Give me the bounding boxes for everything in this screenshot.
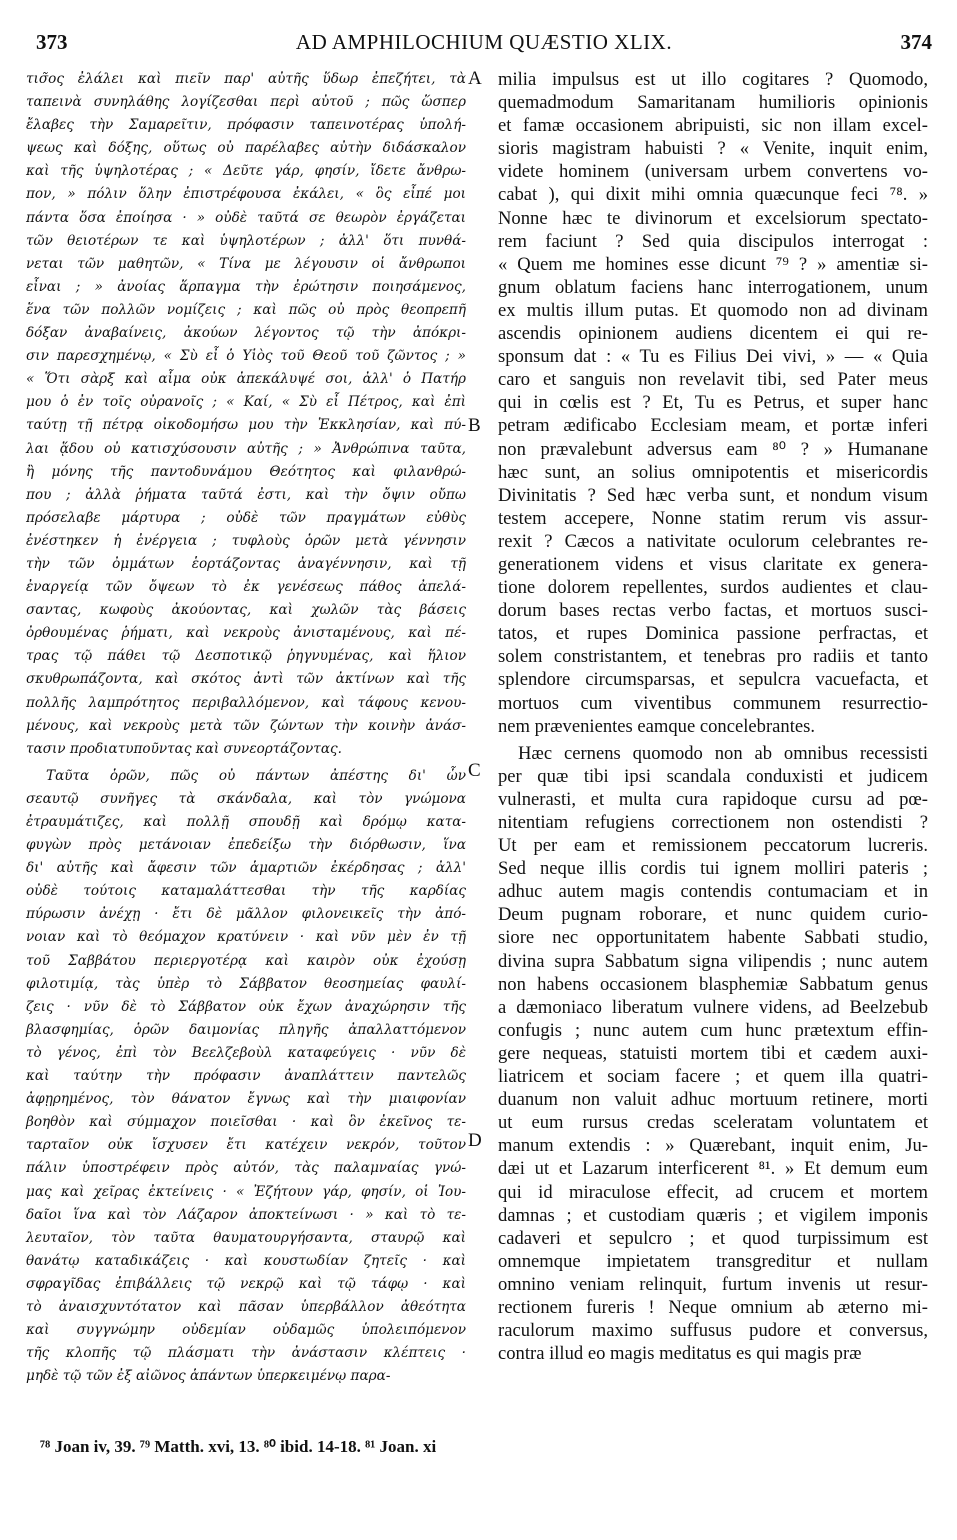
text-line: ex multis illum putas. Et quomodo non ad divinam bbox=[498, 299, 928, 321]
text-line: adhuc autem magis contendis contumaciam et in bbox=[498, 881, 928, 903]
text-line: σφραγῖδας ἐπιβάλλεις τῷ νεκρῷ καὶ τῷ τάφῳ · καὶ bbox=[26, 1275, 466, 1292]
text-line: tione dolorem repellentes, surdos audientes et clau- bbox=[498, 577, 928, 599]
text-line: cadaveri et sepulcro ; et quod turpissimum est bbox=[498, 1227, 928, 1249]
text-line: hæc sunt, an solius omnipotentis et misericordis bbox=[498, 461, 928, 483]
text-line: raculorum maximo suffusus pudore et conversus, bbox=[498, 1320, 928, 1342]
text-line: εἶναι ; » ἀνοίας ἅρπαγμα τὴν ἐρώτησιν ποιησάμενος, bbox=[26, 278, 466, 295]
text-line: gnum oblatum faciens hanc interrogationem, unum bbox=[498, 276, 928, 298]
text-line: videte hominem (universam urbem convertens vo- bbox=[498, 161, 928, 183]
text-line: nitentiam refugiens correctionem non ostendisti ? bbox=[498, 812, 928, 833]
text-line: duanum non valuit adhuc mortuum retinere, morti bbox=[498, 1089, 928, 1111]
text-line: ἔλαβες τὴν Σαμαρεῖτιν, πρόφασιν ταπεινοτέρας ὑπολή- bbox=[26, 117, 466, 134]
text-line: solem constristantem, et tenebras pro radiis et tanto bbox=[498, 646, 928, 668]
text-line: ταρταῖον οὐκ ἴσχυσεν ἔτι κατέχειν νεκρόν, τοῦτον bbox=[26, 1137, 466, 1154]
text-line: siore nec opportunitatem habente Sabbati studio, bbox=[498, 927, 928, 949]
text-line: testem accepere, Nonne statim rerum vis assur- bbox=[498, 507, 928, 529]
text-line: confugis ; nunc autem cum hunc prætextum effin- bbox=[498, 1019, 928, 1041]
text-line: « Ὅτι σὰρξ καὶ αἷμα οὐκ ἀπεκάλυψέ σοι, ἀλλ' ὁ Πατήρ bbox=[26, 371, 466, 388]
latin-column bbox=[498, 68, 928, 1365]
text-line: τὸ γένος, ἐπὶ τὸν Βεελζεβοὺλ καταφεύγεις · νῦν δὲ bbox=[26, 1044, 466, 1061]
text-line: πάλιν ὑποστρέφειν πρὸς αὐτόν, τὰς παλαμναίας γνώ- bbox=[26, 1160, 466, 1177]
text-line: τισ̃ος ἐλάλει καὶ πιεῖν παρ' αὐτῆς ὕδωρ ἐπεζήτει, τὰ bbox=[26, 71, 466, 87]
text-line: ut eum rursus credas sceleratam voluntatem et bbox=[498, 1112, 928, 1134]
text-line: τρας τῷ πάθει τῷ Δεσποτικῷ ῥηγνυμένας, καὶ ἥλιον bbox=[26, 648, 466, 665]
text-line: τοῦ Σαββάτου περιεργοτέρᾳ καὶ καιρὸν οὐκ ἐχούσῃ bbox=[26, 952, 466, 969]
text-line: Sed neque illis cordis tui ignem molliri pateris ; bbox=[498, 858, 928, 880]
text-line: ἀφῃρημένος, τὸν θάνατον ἔγνως καὶ τὴν μιαιφονίαν bbox=[26, 1091, 466, 1108]
text-line: ἐνέστηκεν ἡ ἐνέργεια ; τυφλοὺς ὁρῶν μετὰ γέννησιν bbox=[26, 532, 466, 549]
page-number-right: 374 bbox=[900, 30, 932, 54]
text-line: τὸ ἀναισχυντότατον καὶ πᾶσαν ὑπερβάλλον ἀθεότητα bbox=[26, 1298, 466, 1315]
text-line: non prævalebunt adversus eam ⁸⁰ ? » Humanane bbox=[498, 438, 928, 460]
text-line: θανάτῳ καταδικάζεις · καὶ κουστωδίαν ζητεῖς · καὶ bbox=[26, 1252, 466, 1269]
text-line: « Quem me homines esse dicunt ⁷⁹ ? » amentiæ si- bbox=[498, 253, 928, 275]
text-line: τῶν θειοτέρων τε καὶ ὑψηλοτέρων ; ἀλλ' ὅτι πυνθά- bbox=[26, 232, 466, 249]
text-line: rexit ? Cæcos a nativitate oculorum celebrantes re- bbox=[498, 530, 928, 552]
text-line: Deum pugnam roborare, et nunc quidem curio- bbox=[498, 904, 928, 926]
text-line: φιλοτιμίᾳ, τὰς ὑπὲρ τὸ Σάββατον θεοσημείας φαυλί- bbox=[26, 975, 466, 992]
text-line: πον, » πόλιν ὅλην ἐπιστρέφουσα ἐκάλει, « ὃς εἶπέ μοι bbox=[26, 186, 466, 203]
text-line: omnino veniam relinquit, furtum invenis ut resur- bbox=[498, 1273, 928, 1295]
text-line: πύρωσιν ἀνέχῃ · ἔτι δὲ μᾶλλον φιλονεικεῖς τὴν ἀπό- bbox=[26, 906, 466, 923]
text-line: δι' αὐτῆς καὶ ἄφεσιν τῶν ἁμαρτιῶν ἐκέρδησας ; ἀλλ' bbox=[26, 860, 466, 877]
text-line: ταύτῃ τῇ πέτρᾳ οἰκοδομήσω μου τὴν Ἐκκλησίαν, καὶ πύ- bbox=[26, 417, 466, 434]
text-line: vulnerasti, et multa cura rapidoque cursu ad pœ- bbox=[498, 788, 928, 810]
section-marker-b: B bbox=[468, 415, 481, 436]
text-line: manum extendis : » Quærebant, inquit enim, Ju- bbox=[498, 1135, 928, 1157]
text-line: Divinitatis ? Sed hæc verba sunt, et nondum visum bbox=[498, 484, 928, 506]
text-line: τῆς κλοπῆς τῷ πλάσματι τὴν ἀνάστασιν κλέπτεις · bbox=[26, 1345, 466, 1362]
text-line: splendore circumsparsas, et sepulcra vacuefacta, et bbox=[498, 669, 928, 691]
text-line: σιν παρεσχημένῳ, « Σὺ εἶ ὁ Υἱὸς τοῦ Θεοῦ τοῦ ζῶντος ; » bbox=[26, 348, 466, 365]
text-line: τασιν προδιατυποῦντας καὶ συνεορτάζοντας. bbox=[26, 740, 342, 757]
text-line: μηδὲ τῷ τῶν ἐξ αἰῶνος ἁπάντων ὑπερκειμένῳ παρα- bbox=[26, 1368, 391, 1385]
text-line: dæi ut et Lazarum interficerent ⁸¹. » Et demum eum bbox=[498, 1158, 928, 1180]
text-line: Nonne hæc te divinorum et excelsiorum spectato- bbox=[498, 207, 928, 229]
section-marker-c: C bbox=[468, 760, 481, 781]
text-line: μας καὶ χεῖρας ἐκτείνεις · « Ἐζήτουν γάρ, φησίν, οἱ Ἰου- bbox=[26, 1183, 466, 1200]
section-marker-d: D bbox=[468, 1130, 482, 1151]
section-marker-a: A bbox=[468, 68, 482, 89]
text-line: cabat ), qui dixit mihi omnia quæcunque feci ⁷⁸. » bbox=[498, 184, 928, 206]
text-line: τὴν τῶν ὀμμάτων ἑορτάζοντας ἀναγέννησιν, καὶ τῇ bbox=[26, 555, 466, 572]
text-line: quemadmodum Samaritanam humilioris opinionis bbox=[498, 92, 928, 114]
text-line: per quæ tibi ipsi scandala conduxisti et judicem bbox=[498, 765, 928, 787]
text-line: divina supra Sabbatum signa vilipendis ; nunc autem bbox=[498, 950, 928, 972]
text-line: βλασφημίας, ὁρῶν δαιμονίας πληγῆς ἀπαλλαττόμενον bbox=[26, 1021, 466, 1038]
text-line: sponsum dat : « Tu es Filius Dei vivi, » — « Quia bbox=[498, 346, 928, 368]
text-line: πάντα ὅσα ἐποίησα · » οὐδὲ ταῦτά σε θεωρὸν ἐργάζεται bbox=[26, 209, 466, 226]
text-line: ψεως καὶ δόξης, οὕτως οὐ παρέλαβες αὐτὴν διδάσκαλον bbox=[26, 140, 466, 157]
text-line: Ut per eam et remissionem peccatorum lucreris. bbox=[498, 835, 928, 857]
text-line: qui id miraculose effecit, ad crucem et mortem bbox=[498, 1181, 928, 1203]
text-line: δαῖοι ἵνα καὶ τὸν Λάζαρον ἀποκτείνωσι · » καὶ τὸ τε- bbox=[26, 1206, 466, 1223]
text-line: βοηθὸν καὶ σύμμαχον ποιεῖσθαι · καὶ ὃν ἐκεῖνος τε- bbox=[26, 1114, 466, 1131]
text-line: contra illud eo magis meditatus es qui magis præ bbox=[498, 1343, 862, 1365]
text-line: sioris magistram habuisti ? « Venite, inquit enim, bbox=[498, 138, 928, 160]
text-line: σαντας, κωφοὺς ἀκούοντας, καὶ χωλῶν τὰς βάσεις bbox=[26, 602, 466, 619]
text-line: καὶ τῆς ὑψηλοτέρας ; « Δεῦτε γάρ, φησίν, ἴδετε ἄνθρω- bbox=[26, 163, 466, 180]
text-line: μένους, καὶ νεκροὺς μετὰ τῶν ζώντων τὴν κοινὴν ἀνάσ- bbox=[26, 717, 466, 734]
running-title: AD AMPHILOCHIUM QUÆSTIO XLIX. bbox=[295, 30, 673, 54]
text-line: πολλῆς λαμπρότητος περιβαλλόμενον, καὶ τάφους κενου- bbox=[26, 694, 466, 711]
text-line: rem faciunt ? Sed quia discipulos interrogat : bbox=[498, 230, 928, 252]
text-line: petram ædificabo Ecclesiam meam, et portæ inferi bbox=[498, 415, 928, 437]
text-line: λαι ᾅδου οὐ κατισχύσουσιν αὐτῆς ; » Ἀνθρώπινα ταῦτα, bbox=[26, 440, 466, 457]
greek-column bbox=[26, 68, 466, 1388]
text-line: ὀρθουμένας ῥήματι, καὶ νεκροὺς ἀνισταμένους, καὶ πέ- bbox=[26, 625, 466, 642]
text-line: νοιαν καὶ τὸ θεόμαχον κρατύνειν · καὶ νῦν μὲν ἐν τῇ bbox=[26, 929, 466, 946]
text-line: et famæ occasionem abripuisti, sic non illam excel- bbox=[498, 115, 928, 137]
text-line: gere nequeas, statuisti mortem tibi et cædem auxi- bbox=[498, 1042, 928, 1064]
text-line: ταπεινὰ συνηλάθης λογίζεσθαι περὶ αὐτοῦ ; πῶς ὥσπερ bbox=[26, 94, 466, 111]
text-line: ἕνα τῶν πολλῶν νομίζεις ; καὶ πῶς οὐ πρὸς θεοπρεπῆ bbox=[26, 301, 466, 318]
text-line: σκυθρωπάζοντα, καὶ σκότος ἀντὶ τῶν ἀκτίνων καὶ τῆς bbox=[26, 671, 466, 688]
text-line: ἐτραυμάτιζες, καὶ πολλῇ σπουδῇ καὶ δρόμῳ κατα- bbox=[26, 814, 466, 830]
text-line: φυγὼν πρὸς μετάνοιαν ἐπεδείξω τὴν διόρθωσιν, ἵνα bbox=[26, 837, 466, 854]
text-line: που ; ἀλλὰ ῥήματα ταῦτά ἐστι, καὶ τὴν ὄψιν οὔπω bbox=[26, 486, 466, 503]
text-line: ζεις · νῦν δὲ τὸ Σάββατον οὐκ ἔχων ἀναχώρησιν τῆς bbox=[26, 998, 466, 1015]
text-line: non habens occasionem blasphemiæ Sabbatum genus bbox=[498, 973, 928, 995]
text-line: nem prævenientes eamque concelebrantes. bbox=[498, 715, 815, 737]
page-number-left: 373 bbox=[36, 30, 68, 54]
text-line: omnemque impietatem transgreditur et nullam bbox=[498, 1250, 928, 1272]
text-line: πρόσελαβε μάρτυρα ; οὐδὲ τῶν πραγμάτων εὐθὺς bbox=[26, 509, 466, 526]
footnotes: ⁷⁸ Joan iv, 39. ⁷⁹ Matth. xvi, 13. ⁸⁰ ibid. 14-18. ⁸¹ Joan. xi bbox=[40, 1437, 437, 1456]
text-line: σεαυτῷ συνῆγες τὰ σκάνδαλα, καὶ τὸν γνώμονα bbox=[26, 790, 466, 807]
running-header bbox=[36, 30, 932, 56]
text-line: δόξαν ἀναβαίνεις, ἀκούων λέγοντος τῷ τὴν ἀπόκρι- bbox=[26, 325, 466, 342]
text-line: damnas ; et custodiam quæris ; et vigilem imponis bbox=[498, 1204, 928, 1226]
text-line: generationem videns et visus claritate ex genera- bbox=[498, 553, 928, 575]
text-line: οὐδὲ τούτοις καταμαλάττεσθαι τὴν τῆς καρδίας bbox=[26, 883, 466, 900]
text-line: milia impulsus est ut illo cogitares ? Quomodo, bbox=[498, 69, 928, 90]
text-line: λευταῖον, τὸν ταῦτα θαυματουργήσαντα, σταυρῷ καὶ bbox=[26, 1229, 466, 1246]
text-line: Hæc cernens quomodo non ab omnibus recessisti bbox=[518, 742, 928, 764]
text-line: ἐναργείᾳ τῶν ὄψεων τὸ ἐκ γενέσεως πάθος ἀπελά- bbox=[26, 579, 466, 596]
text-line: rectionem fureris ! Neque omnium ab æterno mi- bbox=[498, 1296, 928, 1318]
text-line: qui in cœlis est ? Et, Tu es Petrus, et super hanc bbox=[498, 392, 928, 414]
text-line: a dæmoniaco liberatum vulnere videns, ad Beelzebub bbox=[498, 996, 928, 1018]
text-line: καὶ συγγνώμην οὐδεμίαν οὐδαμῶς ὑπολειπόμενον bbox=[26, 1322, 466, 1339]
text-line: μου ὁ ἐν τοῖς οὐρανοῖς ; « Καί, « Σὺ εἶ Πέτρος, καὶ ἐπὶ bbox=[26, 394, 466, 411]
text-line: mortuos cum viventibus communem resurrectio- bbox=[498, 692, 928, 714]
text-line: liatricem et sociam facere ; et quem illa quatri- bbox=[498, 1066, 928, 1088]
text-line: Ταῦτα ὁρῶν, πῶς οὐ πάντων ἀπέστης δι' ὧν bbox=[46, 767, 466, 784]
text-line: νεται τῶν μαθητῶν, « Τίνα με λέγουσιν οἱ ἄνθρωποι bbox=[26, 255, 466, 272]
text-line: ascendis opinionem audiens dicentem ei qui re- bbox=[498, 323, 928, 345]
text-line: caro et sanguis non revelavit tibi, sed Pater meus bbox=[498, 369, 928, 391]
text-line: καὶ ταύτην τὴν πρόφασιν ἀναπλάττειν παντελῶς bbox=[26, 1068, 466, 1085]
text-line: tatos, et rupes Dominica passione perfractas, et bbox=[498, 623, 928, 645]
text-line: dorum bases rectas verbo factas, et mortuos susci- bbox=[498, 600, 928, 622]
text-line: ἢ μόνης τῆς παντοδυνάμου Θεότητος καὶ φιλανθρώ- bbox=[26, 463, 466, 480]
